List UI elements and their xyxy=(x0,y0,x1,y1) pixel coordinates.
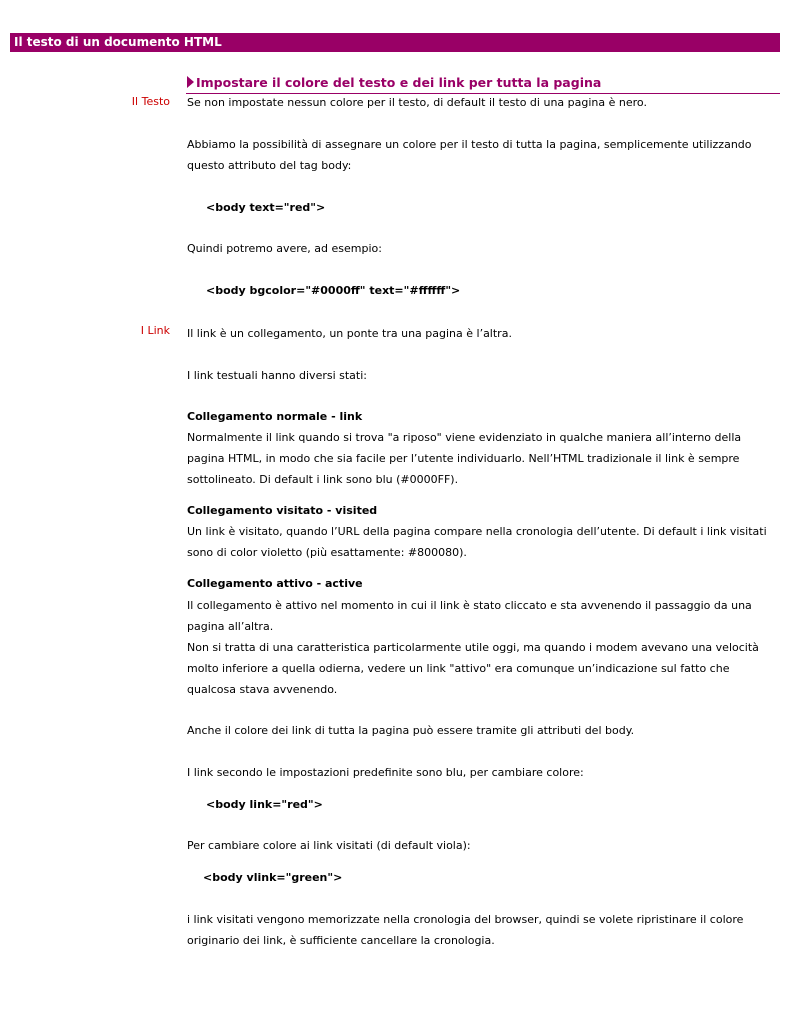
normale-text: Normalmente il link quando si trova "a riposo" viene evidenziato in qualche maniera all’interno della pagina HTML, in modo che sia facile per l’utente individuarlo. Nell’HTML tradizionale il link è sempre sottolineato. Di default i link sono blu (#0000FF). xyxy=(187,431,742,486)
page-title: Il testo di un documento HTML xyxy=(14,35,222,49)
section-heading xyxy=(186,74,780,94)
triangle-right-icon xyxy=(187,76,194,88)
testo-paragraph-1: Se non impostate nessun colore per il testo, di default il testo di una pagina è nero. xyxy=(187,96,647,109)
testo-paragraph-3: Quindi potremo avere, ad esempio: xyxy=(187,242,382,255)
section-title: Impostare il colore del testo e dei link per tutta la pagina xyxy=(196,75,602,90)
testo-paragraph-2: Abbiamo la possibilità di assegnare un colore per il testo di tutta la pagina, semplicemente utilizzando questo attributo del tag body: xyxy=(187,138,752,172)
link-paragraph-5: Per cambiare colore ai link visitati (di default viola): xyxy=(187,839,471,852)
attivo-text-1: Il collegamento è attivo nel momento in cui il link è stato cliccato e sta avvenendo il passaggio da una pagina all’altra. xyxy=(187,599,752,633)
code-body-vlink: <body vlink="green"> xyxy=(203,871,343,884)
code-body-text: <body text="red"> xyxy=(206,201,326,214)
link-paragraph-2: I link testuali hanno diversi stati: xyxy=(187,369,368,382)
link-paragraph-4: I link secondo le impostazioni predefinite sono blu, per cambiare colore: xyxy=(187,766,584,779)
subhead-attivo: Collegamento attivo - active xyxy=(187,577,363,590)
header-bar xyxy=(10,33,780,52)
link-paragraph-1: Il link è un collegamento, un ponte tra una pagina è l’altra. xyxy=(187,327,512,340)
link-paragraph-3: Anche il colore dei link di tutta la pagina può essere tramite gli attributi del body. xyxy=(187,724,635,737)
visitato-text: Un link è visitato, quando l’URL della pagina compare nella cronologia dell’utente. Di default i link visitati sono di color violetto (più esattamente: #800080). xyxy=(187,525,767,559)
subhead-visitato: Collegamento visitato - visited xyxy=(187,504,378,517)
code-body-link: <body link="red"> xyxy=(206,798,323,811)
subhead-normale: Collegamento normale - link xyxy=(187,410,363,423)
side-label-testo: Il Testo xyxy=(131,95,170,108)
attivo-text-2: Non si tratta di una caratteristica particolarmente utile oggi, ma quando i modem avevano una velocità molto inferiore a quella odierna, vedere un link "attivo" era comunque un’indicazione sul fatto che qualcosa stava avvenendo. xyxy=(187,641,759,696)
side-label-link: I Link xyxy=(140,324,170,337)
code-body-bgcolor: <body bgcolor="#0000ff" text="#ffffff"> xyxy=(206,284,461,297)
link-paragraph-6: i link visitati vengono memorizzate nella cronologia del browser, quindi se volete ripristinare il colore originario dei link, è sufficiente cancellare la cronologia. xyxy=(187,913,744,947)
